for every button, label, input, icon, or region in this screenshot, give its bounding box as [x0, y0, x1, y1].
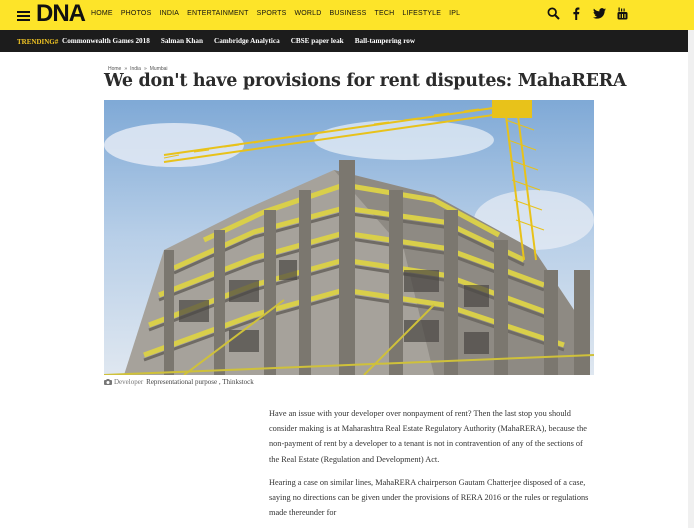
- hero-image: [104, 100, 594, 375]
- trending-item[interactable]: CBSE paper leak: [290, 37, 344, 45]
- youtube-icon[interactable]: [615, 6, 629, 20]
- header-icons: [537, 6, 629, 20]
- nav-item-business[interactable]: BUSINESS: [329, 10, 367, 17]
- article-body: [269, 406, 591, 528]
- trending-bar: [0, 30, 694, 52]
- caption-text: Representational purpose , Thinkstock: [146, 378, 254, 386]
- trending-item[interactable]: Salman Khan: [160, 37, 203, 45]
- nav-item-entertainment[interactable]: ENTERTAINMENT: [187, 10, 249, 17]
- trending-list: [62, 37, 426, 45]
- breadcrumb-mumbai[interactable]: Mumbai: [149, 66, 168, 72]
- nav-item-lifestyle[interactable]: LIFESTYLE: [402, 10, 442, 17]
- breadcrumb-india[interactable]: India: [130, 66, 141, 72]
- caption-label: Developer: [114, 378, 144, 386]
- site-logo[interactable]: DNA: [36, 0, 85, 27]
- paragraph: Hearing a case on similar lines, MahaRERA chairperson Gautam Chatterjee disposed of a case, saying no directions can be given under the provisions of RERA 2016 or the rules or regulations made thereunder for: [269, 477, 589, 518]
- top-header: [0, 0, 694, 30]
- article-title: We don't have provisions for rent disputes: MahaRERA: [104, 71, 627, 91]
- nav-item-world[interactable]: WORLD: [294, 10, 322, 17]
- trending-item[interactable]: Ball-tampering row: [354, 37, 416, 45]
- camera-icon: [104, 379, 112, 385]
- nav-item-home[interactable]: HOME: [91, 10, 113, 17]
- facebook-icon[interactable]: [569, 6, 583, 20]
- breadcrumb-home[interactable]: Home: [108, 66, 122, 72]
- nav-item-india[interactable]: INDIA: [159, 10, 180, 17]
- nav-item-sports[interactable]: SPORTS: [256, 10, 287, 17]
- nav-item-tech[interactable]: TECH: [374, 10, 395, 17]
- menu-icon[interactable]: [17, 11, 30, 21]
- twitter-icon[interactable]: [592, 6, 606, 20]
- paragraph: Have an issue with your developer over nonpayment of rent? Then the last stop you should consider making is at Maharashtra Real Estate Regulatory Authority (MahaRERA), because the non-payment of rent by a developer to a tenant is not in contravention of any of the sections of the Real Estate (Regulation and Development) Act.: [269, 409, 587, 464]
- nav-item-ipl[interactable]: IPL: [449, 10, 461, 17]
- trending-label: TRENDING#: [17, 38, 59, 46]
- breadcrumb-separator: »: [143, 66, 147, 72]
- nav-item-photos[interactable]: PHOTOS: [120, 10, 152, 17]
- trending-item[interactable]: Cambridge Analytica: [214, 37, 280, 45]
- scrollbar[interactable]: [688, 30, 694, 528]
- search-icon[interactable]: [546, 6, 560, 20]
- trending-item[interactable]: Commonwealth Games 2018: [62, 37, 150, 45]
- breadcrumb-separator: »: [124, 66, 128, 72]
- image-caption: [104, 378, 254, 386]
- main-nav: [91, 10, 468, 17]
